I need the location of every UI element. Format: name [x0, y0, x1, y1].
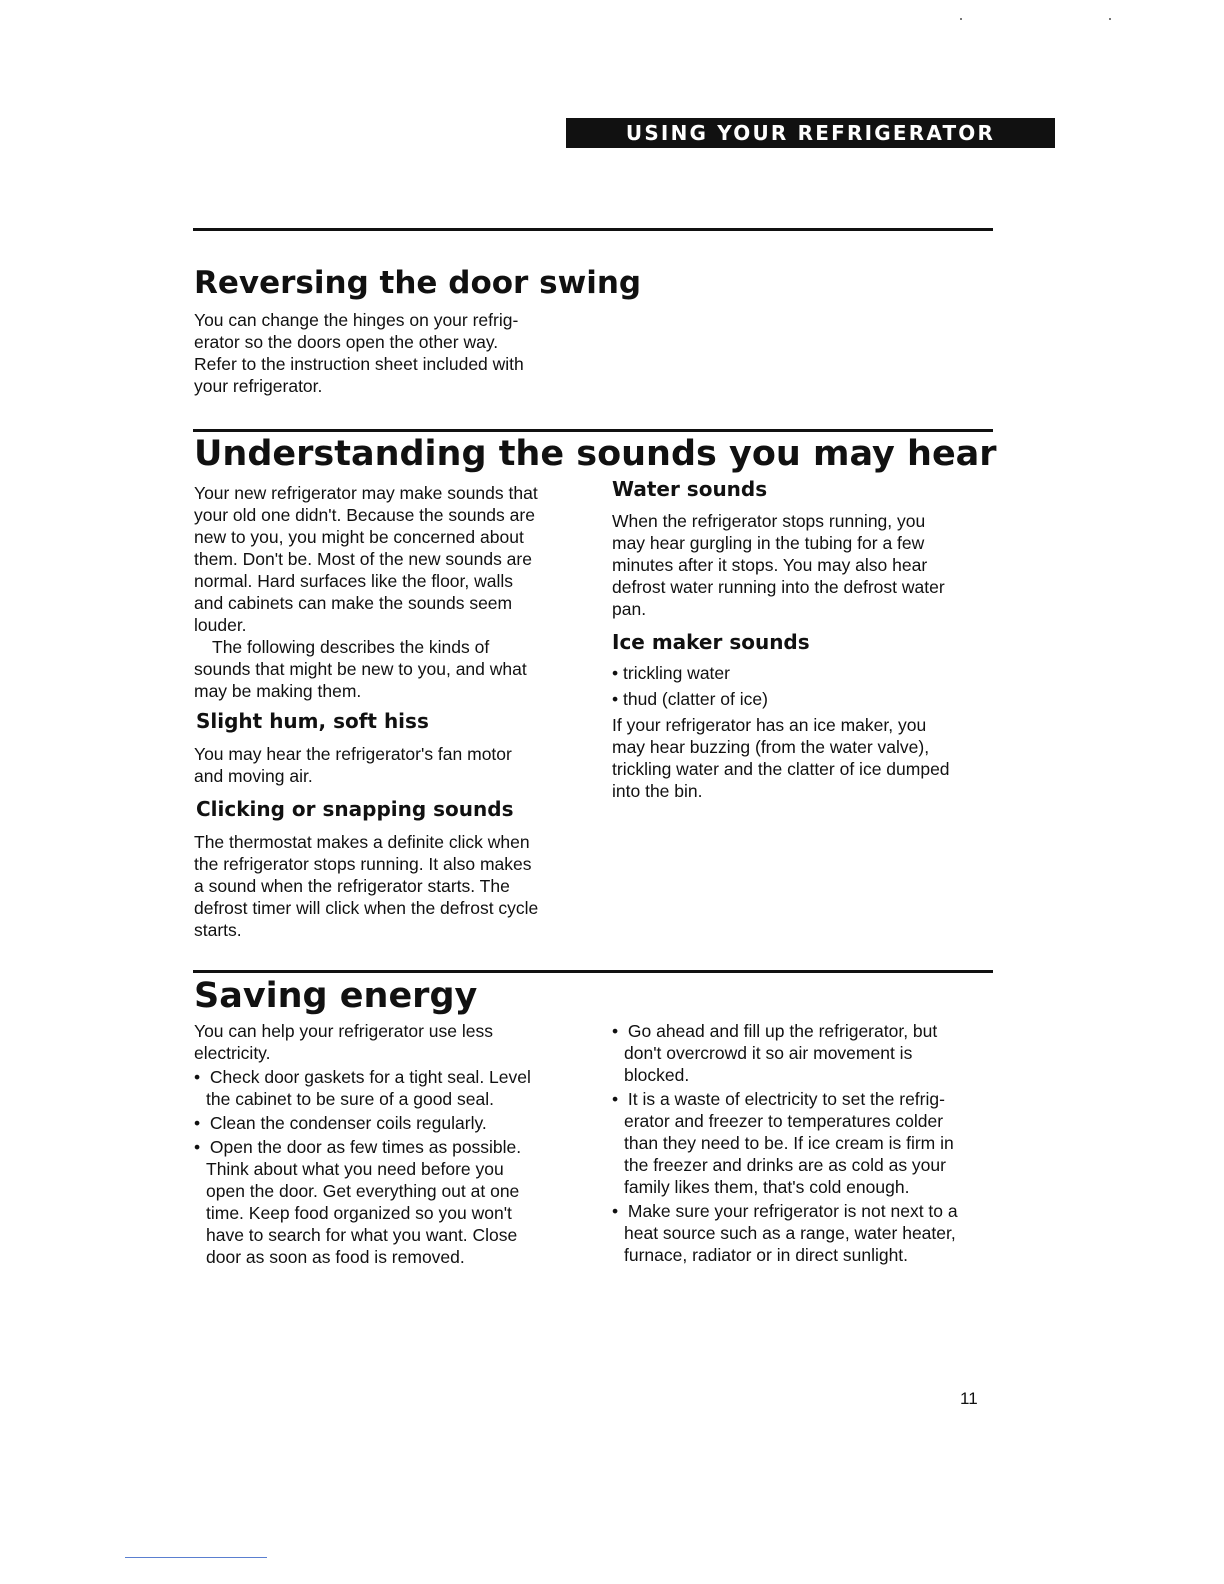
- list-item: [612, 1088, 1012, 1198]
- text-line: your refrigerator.: [194, 376, 323, 396]
- text-line: It is a waste of electricity to set the refrig-: [627, 1089, 945, 1109]
- section-rule: [193, 429, 993, 432]
- text-line: erator so the doors open the other way.: [194, 332, 499, 352]
- text-line: your old one didn't. Because the sounds are: [194, 505, 535, 525]
- section-banner: USING YOUR REFRIGERATOR: [566, 118, 1055, 148]
- list-item: [194, 1136, 594, 1268]
- text-line: louder.: [194, 615, 247, 635]
- text-line: Go ahead and fill up the refrigerator, but: [627, 1021, 938, 1041]
- water-heading: Water sounds: [612, 477, 768, 501]
- text-line: If your refrigerator has an ice maker, you: [612, 715, 927, 735]
- text-line: and cabinets can make the sounds seem: [194, 593, 513, 613]
- ice-text: [612, 662, 1012, 802]
- text-line: You can help your refrigerator use less: [194, 1021, 493, 1041]
- text-line: furnace, radiator or in direct sunlight.: [624, 1245, 909, 1265]
- text-line: the freezer and drinks are as cold as your: [624, 1155, 946, 1175]
- list-item: [194, 1112, 594, 1134]
- text-line: and moving air.: [194, 766, 313, 786]
- text-line: trickling water and the clatter of ice dumped: [612, 759, 950, 779]
- list-item: • trickling water: [612, 662, 1012, 684]
- text-line: may be making them.: [194, 681, 362, 701]
- text-line: electricity.: [194, 1043, 271, 1063]
- sounds-title: Understanding the sounds you may hear: [194, 434, 997, 474]
- list-item: • thud (clatter of ice): [612, 688, 1012, 710]
- text-line: don't overcrowd it so air movement is: [624, 1043, 913, 1063]
- clicking-heading: Clicking or snapping sounds: [196, 797, 514, 821]
- text-line: pan.: [612, 599, 647, 619]
- section-rule: [193, 228, 993, 231]
- text-line: family likes them, that's cold enough.: [624, 1177, 910, 1197]
- text-line: Check door gaskets for a tight seal. Level: [209, 1067, 531, 1087]
- footer-rule: [125, 1557, 267, 1558]
- energy-left-bullets: [194, 1066, 594, 1268]
- text-line: starts.: [194, 920, 242, 940]
- text-line: defrost water running into the defrost water: [612, 577, 945, 597]
- text-line: may hear gurgling in the tubing for a few: [612, 533, 925, 553]
- page-number: 11: [960, 1389, 978, 1408]
- text-line: Clean the condenser coils regularly.: [209, 1113, 487, 1133]
- text-line: You may hear the refrigerator's fan motor: [194, 744, 512, 764]
- text-line: the refrigerator stops running. It also makes: [194, 854, 532, 874]
- text-line: blocked.: [624, 1065, 690, 1085]
- text-line: You can change the hinges on your refrig-: [194, 310, 519, 330]
- text-line: new to you, you might be concerned about: [194, 527, 524, 547]
- text-line: defrost timer will click when the defrost cycle: [194, 898, 539, 918]
- door-swing-text: [194, 309, 574, 397]
- energy-right-column: [612, 1020, 1012, 1266]
- text-line: a sound when the refrigerator starts. The: [194, 876, 510, 896]
- text-line: them. Don't be. Most of the new sounds are: [194, 549, 532, 569]
- hum-heading: Slight hum, soft hiss: [196, 709, 429, 733]
- energy-right-bullets: [612, 1020, 1012, 1266]
- list-item: [612, 1020, 1012, 1086]
- list-item: [612, 1200, 1012, 1266]
- text-line: the cabinet to be sure of a good seal.: [206, 1089, 494, 1109]
- text-line: open the door. Get everything out at one: [206, 1181, 520, 1201]
- water-text: [612, 510, 1012, 620]
- text-line: heat source such as a range, water heater,: [624, 1223, 956, 1243]
- text-line: Think about what you need before you: [206, 1159, 504, 1179]
- text-line: When the refrigerator stops running, you: [612, 511, 926, 531]
- text-line: have to search for what you want. Close: [206, 1225, 518, 1245]
- text-line: minutes after it stops. You may also hear: [612, 555, 928, 575]
- text-line: The thermostat makes a definite click when: [194, 832, 530, 852]
- text-line: erator and freezer to temperatures colder: [624, 1111, 944, 1131]
- text-line: Your new refrigerator may make sounds that: [194, 483, 538, 503]
- energy-title: Saving energy: [194, 976, 478, 1016]
- text-line: The following describes the kinds of: [212, 637, 490, 657]
- energy-left-column: [194, 1020, 594, 1268]
- clicking-text: [194, 831, 594, 941]
- text-line: Make sure your refrigerator is not next to a: [627, 1201, 958, 1221]
- text-line: normal. Hard surfaces like the floor, walls: [194, 571, 514, 591]
- scan-speck: [960, 18, 962, 20]
- text-line: Refer to the instruction sheet included with: [194, 354, 524, 374]
- door-swing-title: Reversing the door swing: [194, 265, 642, 301]
- scan-speck: [1109, 18, 1111, 20]
- text-line: time. Keep food organized so you won't: [206, 1203, 512, 1223]
- text-line: sounds that might be new to you, and what: [194, 659, 527, 679]
- text-line: may hear buzzing (from the water valve),: [612, 737, 930, 757]
- text-line: door as soon as food is removed.: [206, 1247, 465, 1267]
- list-item: [194, 1066, 594, 1110]
- sounds-intro: [194, 482, 594, 702]
- ice-heading: Ice maker sounds: [612, 630, 810, 654]
- ice-bullets: [612, 662, 1012, 710]
- section-rule: [193, 970, 993, 973]
- text-line: than they need to be. If ice cream is firm in: [624, 1133, 954, 1153]
- text-line: Open the door as few times as possible.: [209, 1137, 522, 1157]
- text-line: into the bin.: [612, 781, 703, 801]
- hum-text: [194, 743, 594, 787]
